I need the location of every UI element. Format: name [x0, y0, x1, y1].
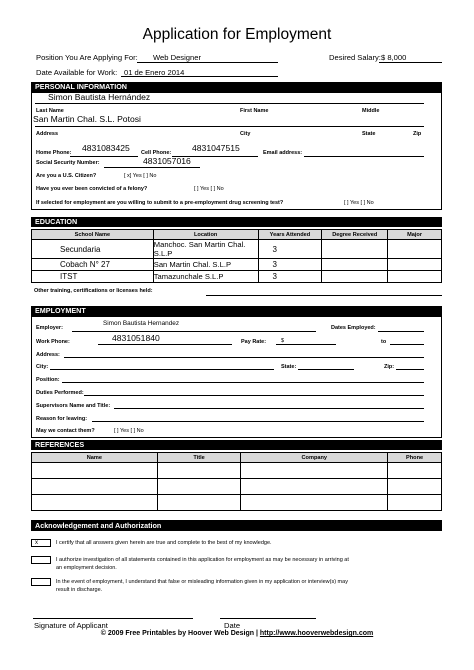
references-row — [32, 495, 442, 511]
employer-address-line — [64, 357, 424, 358]
education-col-location: Location — [153, 230, 258, 240]
pay-rate-line — [276, 344, 336, 345]
form-title: Application for Employment — [142, 26, 332, 43]
references-col-title: Title — [157, 453, 241, 463]
city-label: City — [240, 131, 251, 137]
dates-employed-line — [378, 331, 424, 332]
references-col-company: Company — [241, 453, 388, 463]
date-available-label: Date Available for Work: — [36, 68, 118, 77]
home-phone-value[interactable]: 4831083425 — [82, 143, 130, 153]
education-row — [32, 240, 442, 259]
citizen-label: Are you a U.S. Citizen? — [36, 173, 97, 179]
contact-employer-options[interactable]: [ ] Yes [ ] No — [114, 428, 144, 434]
reference-company-cell[interactable] — [241, 463, 388, 479]
cell-phone-value[interactable]: 4831047515 — [192, 143, 240, 153]
ack-certify-mark: x — [35, 540, 38, 546]
citizen-options[interactable]: [ x] Yes [ ] No — [124, 173, 157, 179]
employment-section-box — [31, 316, 442, 438]
first-name-label: First Name — [240, 108, 269, 114]
education-location-cell[interactable]: Manchoc. San Martin Chal. S.L.P — [153, 240, 258, 259]
employer-line — [72, 331, 316, 332]
reference-name-cell[interactable] — [32, 479, 158, 495]
pay-rate-value[interactable]: $ — [281, 338, 285, 344]
reference-name-cell[interactable] — [32, 463, 158, 479]
home-phone-line — [70, 156, 138, 157]
reference-name-cell[interactable] — [32, 495, 158, 511]
employer-zip-line — [396, 369, 424, 370]
education-degree-cell[interactable] — [322, 271, 388, 283]
references-col-name: Name — [32, 453, 158, 463]
references-row — [32, 463, 442, 479]
education-school-cell[interactable]: Cobach N° 27 — [32, 259, 154, 271]
drug-test-label: If selected for employment are you willing to submit to a pre-employment drug screening test? — [36, 200, 284, 206]
state-label: State — [362, 131, 376, 137]
education-years-cell[interactable]: 3 — [258, 240, 322, 259]
dates-employed-label: Dates Employed: — [331, 325, 376, 331]
signature-date-line — [220, 618, 316, 619]
education-row — [32, 259, 442, 271]
name-handwritten[interactable]: Simon Bautista Hernández — [48, 92, 151, 102]
signature-line — [33, 618, 193, 619]
date-available-line — [121, 76, 278, 77]
zip-label: Zip — [413, 131, 422, 137]
ack-section-header: Acknowledgement and Authorization — [31, 520, 442, 531]
supervisor-line — [114, 408, 424, 409]
ack-discharge-checkbox[interactable] — [31, 578, 51, 586]
footer-link[interactable]: http://www.hooverwebdesign.com — [259, 630, 374, 637]
footer-copyright: © 2009 Free Printables by Hoover Web Design — [100, 630, 255, 637]
name-line — [35, 103, 424, 104]
ack-authorize-text-2: an employment decision. — [56, 565, 117, 571]
reference-phone-cell[interactable] — [388, 463, 442, 479]
address-line — [35, 126, 424, 127]
education-years-cell[interactable]: 3 — [258, 259, 322, 271]
references-header-row — [32, 453, 442, 463]
work-phone-value[interactable]: 4831051840 — [112, 333, 160, 343]
last-name-label: Last Name — [36, 108, 64, 114]
ssn-value[interactable]: 4831057016 — [143, 156, 191, 166]
education-degree-cell[interactable] — [322, 259, 388, 271]
pay-rate-label: Pay Rate: — [241, 339, 267, 345]
education-location-cell[interactable]: Tamazunchale S.L.P — [153, 271, 258, 283]
duties-label: Duties Performed: — [36, 390, 84, 396]
cell-phone-label: Cell Phone: — [141, 150, 172, 156]
ack-certify-text: I certify that all answers given herein are true and complete to the best of my knowledge. — [56, 540, 272, 546]
reference-title-cell[interactable] — [157, 495, 241, 511]
work-phone-line — [98, 344, 232, 345]
email-label: Email address: — [263, 150, 303, 156]
employer-city-label: City: — [36, 364, 49, 370]
signature-label: Signature of Applicant — [34, 621, 108, 630]
ssn-label: Social Security Number: — [36, 160, 100, 166]
education-col-major: Major — [388, 230, 442, 240]
address-handwritten[interactable]: San Martin Chal. S.L. Potosi — [33, 114, 141, 124]
other-training-line — [206, 295, 442, 296]
employer-label: Employer: — [36, 325, 63, 331]
reason-leaving-line — [92, 421, 424, 422]
education-table — [31, 229, 442, 283]
reason-leaving-label: Reason for leaving: — [36, 416, 88, 422]
supervisor-label: Supervisors Name and Title: — [36, 403, 111, 409]
ssn-line — [104, 167, 200, 168]
position-label: Position You Are Applying For: — [36, 53, 138, 62]
employment-section-header: EMPLOYMENT — [31, 306, 442, 316]
contact-employer-label: May we contact them? — [36, 428, 95, 434]
ack-authorize-checkbox[interactable] — [31, 556, 51, 564]
reference-title-cell[interactable] — [157, 479, 241, 495]
references-section-header: REFERENCES — [31, 440, 442, 450]
ack-certify-checkbox[interactable] — [31, 539, 51, 547]
pay-to-line — [390, 344, 424, 345]
education-col-years: Years Attended — [258, 230, 322, 240]
signature-date-label: Date — [224, 621, 241, 630]
salary-line — [379, 62, 442, 63]
education-years-cell[interactable]: 3 — [258, 271, 322, 283]
references-col-phone: Phone — [388, 453, 442, 463]
employer-address-label: Address: — [36, 352, 60, 358]
felony-options[interactable]: [ ] Yes [ ] No — [194, 186, 224, 192]
education-col-school: School Name — [32, 230, 154, 240]
home-phone-label: Home Phone: — [36, 150, 72, 156]
education-degree-cell[interactable] — [322, 240, 388, 259]
date-available-value[interactable]: 01 de Enero 2014 — [124, 68, 185, 77]
reference-title-cell[interactable] — [157, 463, 241, 479]
felony-label: Have you ever been convicted of a felony? — [36, 186, 148, 192]
job-position-line — [62, 382, 424, 383]
pay-to-label: to — [381, 339, 387, 345]
education-major-cell[interactable] — [388, 240, 442, 259]
employer-zip-label: Zip: — [384, 364, 395, 370]
work-phone-label: Work Phone: — [36, 339, 70, 345]
position-value[interactable]: Web Designer — [153, 53, 201, 62]
employer-state-line — [298, 369, 354, 370]
job-position-label: Position: — [36, 377, 60, 383]
employer-value[interactable]: Simon Bautista Hernandez — [103, 320, 180, 327]
email-line — [304, 156, 424, 157]
other-training-label: Other training, certifications or licenses held: — [34, 288, 153, 294]
education-major-cell[interactable] — [388, 271, 442, 283]
reference-company-cell[interactable] — [241, 495, 388, 511]
education-school-cell[interactable]: ITST — [32, 271, 154, 283]
education-location-cell[interactable]: San Martin Chal. S.L.P — [153, 259, 258, 271]
ack-authorize-text-1: I authorize investigation of all statements contained in this application for employment as may be necessary in arriving at — [56, 557, 349, 563]
education-major-cell[interactable] — [388, 259, 442, 271]
reference-company-cell[interactable] — [241, 479, 388, 495]
employer-city-line — [50, 369, 274, 370]
duties-line — [84, 395, 424, 396]
salary-value[interactable]: $ 8,000 — [381, 53, 407, 62]
reference-phone-cell[interactable] — [388, 479, 442, 495]
footer-separator: | — [255, 630, 258, 637]
education-school-cell[interactable]: Secundaria — [32, 240, 154, 259]
employer-state-label: State: — [281, 364, 297, 370]
middle-name-label: Middle — [362, 108, 380, 114]
ack-discharge-text-1: In the event of employment, I understand that false or misleading information given in my application or interview(s) may — [56, 579, 348, 585]
address-label: Address — [36, 131, 59, 137]
drug-test-options[interactable]: [ ] Yes [ ] No — [344, 200, 374, 206]
reference-phone-cell[interactable] — [388, 495, 442, 511]
position-line — [137, 62, 278, 63]
personal-section-header: PERSONAL INFORMATION — [31, 82, 442, 92]
ack-discharge-text-2: result in discharge. — [56, 587, 103, 593]
references-table — [31, 452, 442, 511]
education-col-degree: Degree Received — [322, 230, 388, 240]
references-row — [32, 479, 442, 495]
education-row — [32, 271, 442, 283]
education-header-row — [32, 230, 442, 240]
education-section-header: EDUCATION — [31, 217, 442, 227]
footer — [0, 630, 474, 637]
salary-label: Desired Salary: — [329, 53, 381, 62]
